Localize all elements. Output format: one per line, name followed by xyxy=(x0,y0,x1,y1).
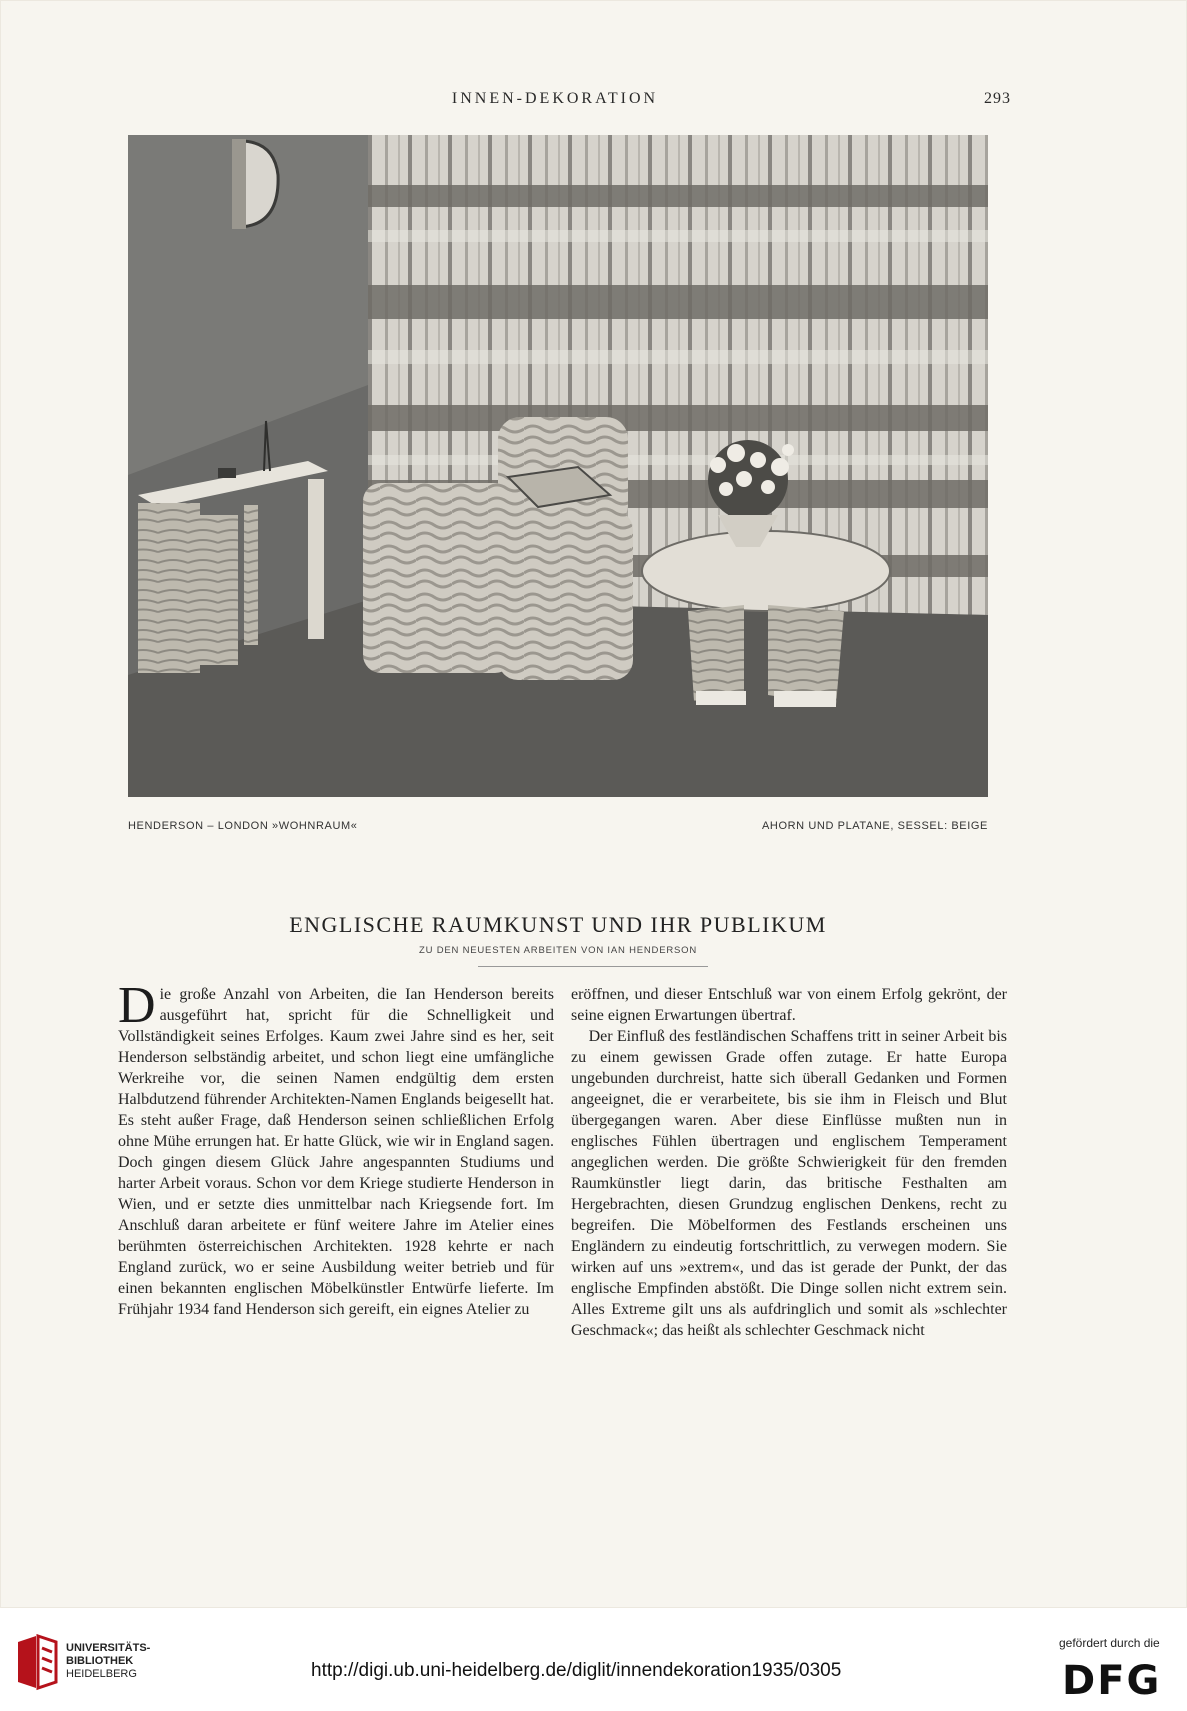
library-name: UNIVERSITÄTS- BIBLIOTHEK HEIDELBERG xyxy=(66,1642,151,1680)
caption-right: AHORN UND PLATANE, SESSEL: BEIGE xyxy=(761,820,988,832)
running-head xyxy=(0,90,1187,114)
article-subtitle: ZU DEN NEUESTEN ARBEITEN VON IAN HENDERSON xyxy=(419,945,697,956)
paragraph xyxy=(118,977,554,1320)
paragraph: eröffnen, und dieser Entschluß war von einem Erfolg gekrönt, der seine eignen Erwartungen übertraf. xyxy=(571,986,1007,1024)
journal-title: INNEN-DEKORATION xyxy=(451,90,659,107)
title-rule xyxy=(478,966,708,967)
dfg-logo: DFG xyxy=(1062,1658,1162,1704)
caption-left: HENDERSON – LONDON »WOHNRAUM« xyxy=(128,820,358,832)
library-logo-icon xyxy=(14,1634,60,1692)
interior-photograph xyxy=(128,135,988,797)
text-column-left xyxy=(118,977,554,1320)
text-column-right xyxy=(571,984,1007,1341)
article-title: ENGLISCHE RAUMKUNST UND IHR PUBLIKUM xyxy=(289,912,827,937)
digitization-footer xyxy=(0,1608,1187,1711)
dropcap: D xyxy=(118,977,156,1034)
paragraph: Der Einfluß des festländischen Schaffens tritt in seiner Arbeit bis zu einem gewissen Grade offen zutage. Er hatte Europa ungebunden durchreist, hatte sich überall Gedanken und Formen angeeignet, die er verarbeitete, bis sie ihm in Fleisch und Blut übergegangen waren. Aber diese Einflüsse mußten nun in englisches Fühlen übertragen und englischem Temperament angeglichen werden. Die größte Schwierigkeit für den fremden Raumkünstler liegt darin, das britische Festhalten am Hergebrachten, diesen Grundzug englischen Denkens, recht zu begreifen. Die Möbelformen des Festlands erscheinen uns Engländern zu eindeutig fortschrittlich, zu verwegen modern. Sie wirken auf uns »extrem«, und das ist gerade der Punkt, der das englische Empfinden abstößt. Die Dinge sollen nicht extrem sein. Alles Extreme gilt uns als aufdringlich und somit als »schlechter Geschmack«; das heißt als schlechter Geschmack nicht xyxy=(571,1028,1007,1339)
source-url[interactable]: http://digi.ub.uni-heidelberg.de/diglit/innendekoration1935/0305 xyxy=(311,1660,842,1681)
figure-caption xyxy=(128,820,988,836)
funding-note: gefördert durch die xyxy=(1059,1636,1160,1650)
page-number: 293 xyxy=(984,90,1011,107)
paragraph-text: ie große Anzahl von Arbeiten, die Ian Henderson bereits ausgeführt hat, spricht für die Schnelligkeit und Vollständigkeit seines Erfolges. Kaum zwei Jahre sind es her, seit Henderson selbständig arbeitet, und schon liegt eine umfängliche Werkreihe vor, die seinen Namen endgültig dem ersten Halbdutzend führender Architekten-Namen Englands beigesellt hat. Es steht außer Frage, daß Henderson seinen schließlichen Erfolg ohne Mühe errungen hat. Er hatte Glück, wie wir in England sagen. Doch gingen diesem Glück Jahre angespannten Studiums und harter Arbeit voraus. Schon vor dem Kriege studierte Henderson in Wien, und er setzte dies unmittelbar nach Kriegsende fort. Im Anschluß daran arbeitete er fünf weitere Jahre im Atelier eines berühmten österreichischen Architekten. 1928 kehrte er nach England zurück, wo er seine Ausbildung weiter betrieb und für einen bekannten englischen Möbelkünstler Entwürfe lieferte. Im Frühjahr 1934 fand Henderson sich gereift, ein eignes Atelier zu xyxy=(118,986,554,1318)
